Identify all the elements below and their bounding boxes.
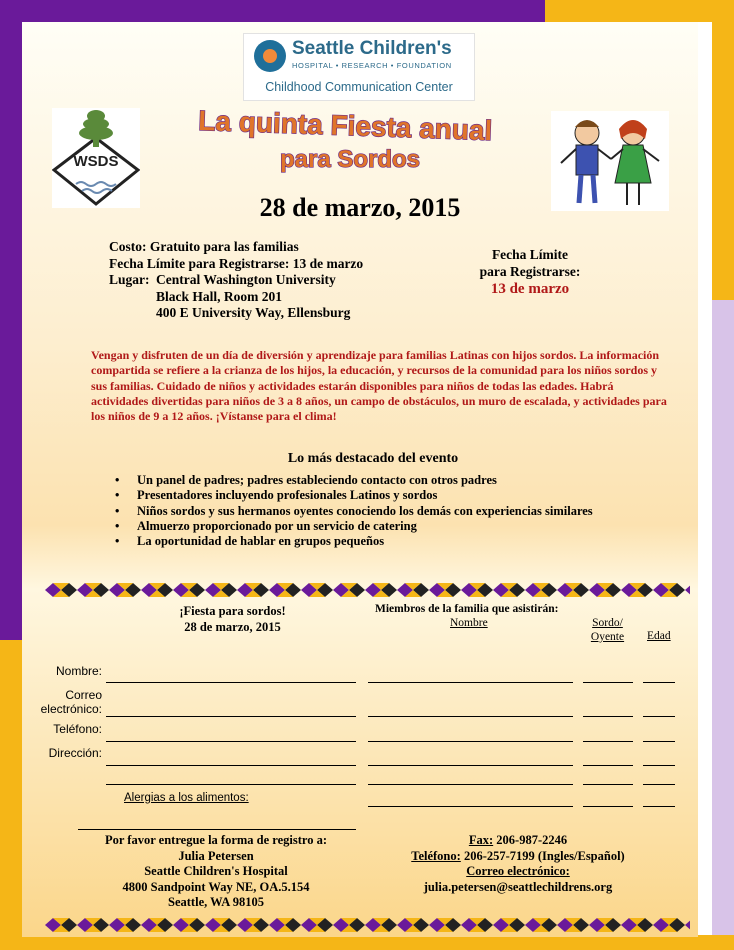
member-name-field[interactable]: [368, 716, 573, 717]
phone-label: Teléfono:: [411, 848, 461, 863]
list-item: • Un panel de padres; padres estableciendo contacto con otros padres: [115, 473, 675, 488]
member-name-field[interactable]: [368, 784, 573, 785]
col-deaf-line-1: Sordo/: [592, 617, 623, 629]
member-age-field[interactable]: [643, 784, 675, 785]
allergies-label: Alergias a los alimentos:: [124, 792, 249, 804]
email-label-line-2: electrónico:: [40, 702, 102, 716]
lavender-border-right: [712, 300, 734, 950]
phone-value: 206-257-7199 (Ingles/Español): [463, 848, 625, 863]
phone-field[interactable]: [106, 741, 356, 742]
gold-border-right: [712, 0, 734, 300]
gold-border-left: [0, 640, 22, 950]
allergies-field[interactable]: [78, 829, 356, 830]
gold-border-top: [545, 0, 734, 22]
form-heading: [150, 604, 315, 635]
form-heading-line-1: ¡Fiesta para sordos!: [179, 604, 286, 618]
phone-label: Teléfono:: [53, 722, 102, 736]
member-age-field[interactable]: [643, 741, 675, 742]
place-line-1: Central Washington University: [156, 272, 336, 287]
contact-name: Julia Petersen: [178, 848, 254, 863]
place-line-3: 400 E University Way, Ellensburg: [156, 305, 351, 320]
name-field[interactable]: [106, 682, 356, 683]
submit-address-block: [80, 833, 352, 911]
member-deaf-field[interactable]: [583, 682, 633, 683]
address-field-line-2[interactable]: [106, 784, 356, 785]
email-label-line-1: Correo: [65, 688, 102, 702]
contact-info-block: [398, 833, 638, 895]
event-title: [155, 105, 535, 175]
member-name-field[interactable]: [368, 765, 573, 766]
org-name: Seattle Children's: [292, 38, 452, 59]
email-label: [30, 688, 102, 716]
gold-border-bottom: [0, 935, 734, 950]
col-deaf-hearing-header: [585, 616, 630, 644]
col-age-header: Edad: [647, 630, 671, 642]
member-age-field[interactable]: [643, 765, 675, 766]
member-name-field[interactable]: [368, 741, 573, 742]
org-tagline: HOSPITAL • RESEARCH • FOUNDATION: [292, 61, 452, 70]
list-item: • Presentadores incluyendo profesionales Latinos y sordos: [115, 488, 675, 503]
zigzag-divider-top: [45, 583, 690, 597]
children-drawing-icon: [551, 111, 669, 211]
address-label: Dirección:: [48, 746, 102, 760]
submit-instruction: Por favor entregue la forma de registro a:: [104, 833, 328, 847]
family-members-heading: Miembros de la familia que asistirán:: [375, 603, 559, 615]
event-date-heading: 28 de marzo, 2015: [259, 193, 461, 222]
member-deaf-field[interactable]: [583, 741, 633, 742]
email-value[interactable]: julia.petersen@seattlechildrens.org: [423, 879, 613, 894]
kids-drawing: [551, 111, 669, 211]
deadline-label-line-2: para Registrarse:: [479, 263, 581, 279]
col-deaf-line-2: Oyente: [590, 631, 625, 643]
deadline-box-date: 13 de marzo: [490, 281, 570, 297]
phone-row: [398, 849, 638, 865]
form-heading-line-2: 28 de marzo, 2015: [184, 619, 281, 634]
member-name-field[interactable]: [368, 806, 573, 807]
email-label: Correo electrónico:: [466, 864, 570, 878]
highlights-title: Lo más destacado del evento: [287, 451, 459, 466]
wsds-logo: [52, 108, 140, 208]
deadline-info: Fecha Límite para Registrarse: 13 de marzo: [109, 255, 364, 271]
member-age-field[interactable]: [643, 682, 675, 683]
fax-value: 206-987-2246: [496, 833, 568, 847]
member-age-field[interactable]: [643, 806, 675, 807]
member-name-field[interactable]: [368, 682, 573, 683]
member-deaf-field[interactable]: [583, 784, 633, 785]
cost-info: Costo: Gratuito para las familias: [109, 239, 299, 254]
intro-paragraph: Vengan y disfruten de un día de diversión y aprendizaje para familias Latinas con hijos sordos. La información compartida se refiere a la crianza de los hijos, la educación, y recursos de la comunidad para los niños sordos y sus familias. Cuidado de niños y actividades estarán disponibles para niños de todas las edades. Habrá actividades divertidas para niños de 3 a 8 años, un campo de obstáculos, un muro de escalada, y actividades para los niños de 9 a 12 años. ¡Vístanse para el clima!: [91, 348, 667, 424]
contact-org: Seattle Children's Hospital: [144, 864, 288, 878]
title-line-1: La quinta Fiesta anual: [197, 105, 493, 147]
email-field[interactable]: [106, 716, 356, 717]
center-name: Childhood Communication Center: [265, 80, 453, 94]
whale-emblem-icon: [254, 40, 286, 72]
highlights-list: [115, 473, 675, 549]
list-item: • Niños sordos y sus hermanos oyentes conociendo los demás con experiencias similares: [115, 504, 675, 519]
name-label: Nombre:: [55, 664, 102, 678]
member-age-field[interactable]: [643, 716, 675, 717]
member-deaf-field[interactable]: [583, 765, 633, 766]
deadline-label-line-1: Fecha Límite: [491, 247, 569, 262]
seattle-childrens-logo: [243, 33, 475, 101]
zigzag-divider-bottom: [45, 918, 690, 932]
contact-street: 4800 Sandpoint Way NE, OA.5.154: [122, 879, 310, 894]
deadline-box-label: [465, 247, 595, 280]
fax-label: Fax:: [468, 833, 494, 847]
fax-row: [398, 833, 638, 849]
address-field-line-1[interactable]: [106, 765, 356, 766]
member-deaf-field[interactable]: [583, 806, 633, 807]
title-line-2: para Sordos: [279, 146, 421, 173]
purple-border-left: [0, 0, 22, 640]
wsds-logo-text: WSDS: [73, 153, 119, 170]
place-line-2: Black Hall, Room 201: [156, 288, 283, 304]
member-deaf-field[interactable]: [583, 716, 633, 717]
col-name-header: Nombre: [450, 617, 488, 629]
list-item: • La oportunidad de hablar en grupos pequeños: [115, 534, 675, 549]
contact-city: Seattle, WA 98105: [168, 895, 264, 909]
place-label: Lugar:: [109, 272, 150, 287]
list-item: • Almuerzo proporcionado por un servicio de catering: [115, 519, 675, 534]
purple-border-top: [0, 0, 545, 22]
